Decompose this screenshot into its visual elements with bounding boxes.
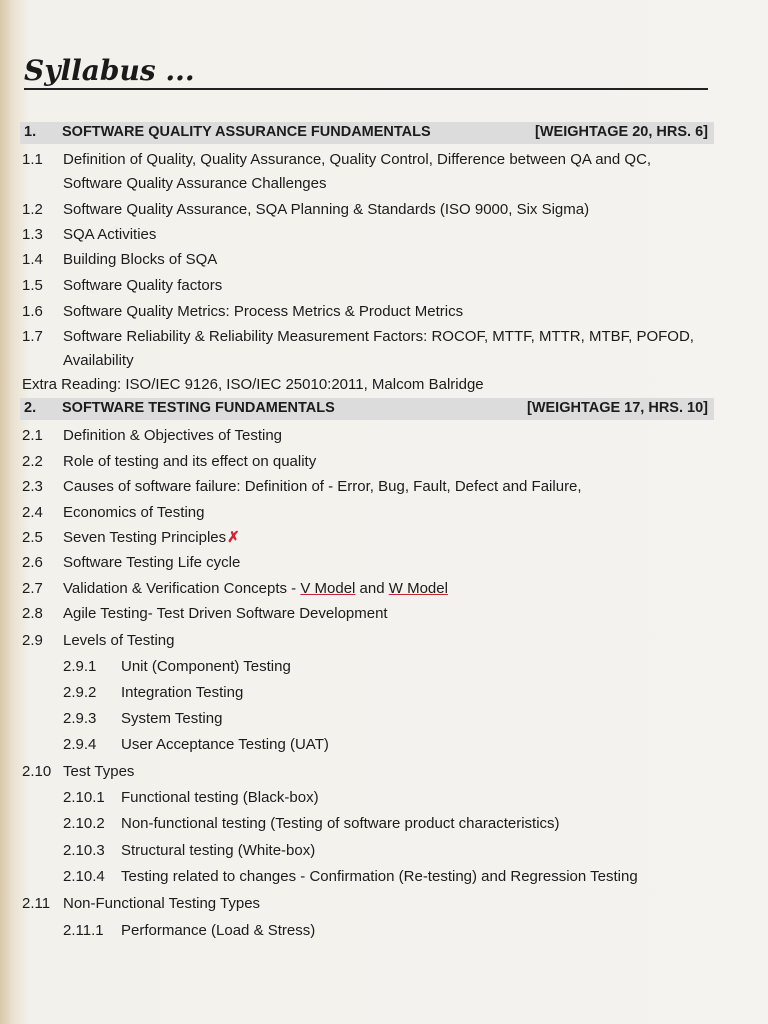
item-number: 2.7 — [22, 580, 43, 597]
item-text: Levels of Testing — [63, 632, 175, 649]
underlined-v-model: V Model — [300, 580, 356, 597]
item-number: 2.9.3 — [63, 710, 97, 727]
item-text: User Acceptance Testing (UAT) — [121, 736, 329, 753]
item-number: 2.9.4 — [63, 736, 97, 753]
handwritten-mark: ✗ — [227, 529, 240, 546]
page-title: Syllabus ... — [24, 54, 195, 87]
item-number: 2.8 — [22, 605, 43, 622]
item-text: System Testing — [121, 710, 223, 727]
item-text: Seven Testing Principles — [63, 529, 227, 546]
item-number: 1.4 — [22, 251, 43, 268]
item-number: 2.5 — [22, 529, 43, 546]
item-text: Software Quality Metrics: Process Metrics & Product Metrics — [63, 303, 464, 320]
item-number: 2.10.4 — [63, 868, 105, 885]
item-text: SQA Activities — [63, 226, 157, 243]
item-text: Definition & Objectives of Testing — [63, 427, 283, 444]
item-number: 2.10.1 — [63, 789, 105, 806]
item-text: Software Quality factors — [63, 277, 223, 294]
item-text: Testing related to changes - Confirmation (Re-testing) and Regression Testing — [121, 868, 638, 885]
item-text: Functional testing (Black-box) — [121, 789, 319, 806]
extra-reading: Extra Reading: ISO/IEC 9126, ISO/IEC 25010:2011, Malcom Balridge — [22, 376, 484, 393]
section-header-1 — [20, 122, 714, 144]
item-number: 2.11 — [22, 895, 51, 912]
item-number: 2.9.1 — [63, 658, 97, 675]
item-number: 2.10 — [22, 763, 52, 780]
item-number: 2.4 — [22, 504, 43, 521]
item-number: 2.2 — [22, 453, 43, 470]
item-number: 2.9 — [22, 632, 43, 649]
section-number: 1. — [24, 124, 37, 140]
item-text: Economics of Testing — [63, 504, 205, 521]
item-number: 1.2 — [22, 201, 43, 218]
item-text: Validation & Verification Concepts - — [63, 580, 301, 597]
item-number: 2.6 — [22, 554, 43, 571]
item-number: 2.3 — [22, 478, 43, 495]
item-text: Non-functional testing (Testing of software product characteristics) — [121, 815, 560, 832]
item-number: 1.6 — [22, 303, 43, 320]
item-text: Software Quality Assurance, SQA Planning & Standards (ISO 9000, Six Sigma) — [63, 201, 590, 218]
item-text: Agile Testing- Test Driven Software Development — [63, 605, 388, 622]
item-number: 1.3 — [22, 226, 43, 243]
item-text: Unit (Component) Testing — [121, 658, 291, 675]
item-number: 2.1 — [22, 427, 43, 444]
item-text: Test Types — [63, 763, 135, 780]
item-text: Integration Testing — [121, 684, 244, 701]
section-title: SOFTWARE TESTING FUNDAMENTALS — [62, 400, 335, 416]
item-number: 1.7 — [22, 328, 43, 345]
item-number: 2.11.1 — [63, 922, 104, 939]
item-text: Non-Functional Testing Types — [63, 895, 261, 912]
section-header-2 — [20, 398, 714, 420]
item-text: Building Blocks of SQA — [63, 251, 218, 268]
item-text: Performance (Load & Stress) — [121, 922, 316, 939]
section-title: SOFTWARE QUALITY ASSURANCE FUNDAMENTALS — [62, 124, 431, 140]
item-number: 1.1 — [22, 151, 43, 168]
item-number: 1.5 — [22, 277, 43, 294]
item-text: Software Testing Life cycle — [63, 554, 241, 571]
title-rule — [24, 88, 708, 90]
item-number: 2.10.3 — [63, 842, 105, 859]
item-text: Definition of Quality, Quality Assurance, Quality Control, Difference between QA and QC, Software Quality Assurance Challenges — [63, 151, 652, 192]
section-number: 2. — [24, 400, 37, 416]
item-number: 2.9.2 — [63, 684, 97, 701]
item-number: 2.10.2 — [63, 815, 105, 832]
underlined-w-model: W Model — [388, 580, 448, 597]
section-weightage: [WEIGHTAGE 17, HRS. 10] — [526, 400, 708, 416]
item-text: Software Reliability & Reliability Measurement Factors: ROCOF, MTTF, MTTR, MTBF, POFOD, Availability — [63, 328, 694, 369]
item-text: Structural testing (White-box) — [121, 842, 316, 859]
item-text-joiner: and — [355, 580, 389, 597]
item-text: Causes of software failure: Definition of - Error, Bug, Fault, Defect and Failure, — [63, 478, 582, 495]
item-text: Role of testing and its effect on quality — [63, 453, 317, 470]
section-weightage: [WEIGHTAGE 20, HRS. 6] — [535, 124, 708, 140]
